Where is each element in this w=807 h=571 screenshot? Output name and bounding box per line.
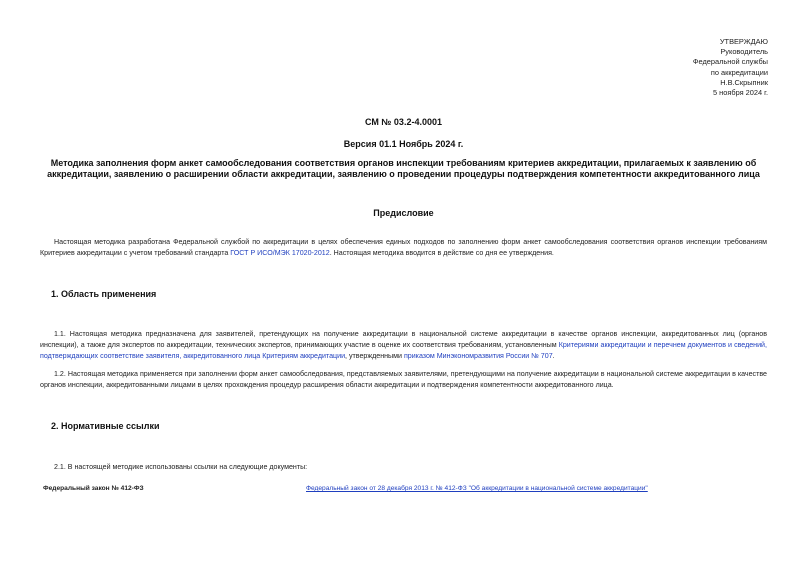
approval-line: Федеральной службы — [692, 57, 768, 67]
foreword-text-end: . Настоящая методика вводится в действие со дня ее утверждения. — [329, 249, 554, 257]
document-version: Версия 01.1 Ноябрь 2024 г. — [343, 139, 464, 149]
approval-line: 5 ноября 2024 г. — [712, 88, 768, 98]
document-code: СМ № 03.2-4.0001 — [365, 117, 442, 127]
section-2-heading: 2. Нормативные ссылки — [51, 421, 160, 431]
paragraph-1-1-end: . — [552, 352, 555, 360]
gost-link[interactable]: ГОСТ Р ИСО/МЭК 17020-2012 — [230, 249, 330, 257]
reference-row — [40, 485, 767, 497]
paragraph-1-1-text: 1.1. Настоящая методика предназначена для заявителей, претендующих на получение аккредитации в национальной системе аккредитации в качестве органов инспекции, аккредитованных лиц (органов инспекции), а также для экспертов по аккредитации, технических экспертов, принимающих участие в оценке их соответствия требованиям, установленным — [40, 330, 767, 349]
document-title: Методика заполнения форм анкет самообследования соответствия органов инспекции требованиям критериев аккредитации, прилагаемых к заявлению об аккредитации, заявлению о расширении области аккредитации, заявлению о проведении процедуры подтверждения компетентности аккредитованного лица — [47, 158, 760, 180]
criteria-link[interactable]: Критериями аккредитации и перечнем документов и сведений, подтверждающих соответствие заявителя, аккредитованного лица Критериям аккредитации — [40, 341, 767, 360]
paragraph-1-1 — [40, 329, 767, 362]
paragraph-1-1-middle: , утвержденными — [345, 352, 404, 360]
approval-stamp — [628, 37, 768, 98]
section-1-heading: 1. Область применения — [51, 289, 157, 299]
reference-name: Федеральный закон № 412-ФЗ — [43, 485, 144, 492]
paragraph-1-2: 1.2. Настоящая методика применяется при заполнении форм анкет самообследования, представляемых заявителями, претендующими на получение аккредитации в национальной системе аккредитации в качестве органов инспекции, аккредитованными лицами в целях прохождения процедур расширения области аккредитации и подтверждения компетентности аккредитованного лица. — [40, 370, 767, 389]
foreword-heading: Предисловие — [373, 208, 434, 218]
foreword-paragraph — [40, 237, 767, 259]
foreword-text: Настоящая методика разработана Федеральной службой по аккредитации в целях обеспечения единых подходов по заполнению форм анкет самообследования соответствия органов инспекции требованиям Критериев аккредитации с учетом требований стандарта — [40, 238, 767, 257]
approval-line: УТВЕРЖДАЮ — [719, 37, 768, 46]
order-707-link[interactable]: приказом Минэкономразвития России № 707 — [403, 352, 553, 360]
approval-line: Руководитель — [720, 47, 768, 57]
approval-line: по аккредитации — [710, 67, 768, 77]
paragraph-2-1: 2.1. В настоящей методике использованы ссылки на следующие документы: — [54, 463, 308, 471]
federal-law-link[interactable]: Федеральный закон от 28 декабря 2013 г. № 412-ФЗ "Об аккредитации в национальной системе аккредитации" — [306, 485, 648, 492]
approval-line: Н.В.Скрыпник — [720, 77, 768, 87]
